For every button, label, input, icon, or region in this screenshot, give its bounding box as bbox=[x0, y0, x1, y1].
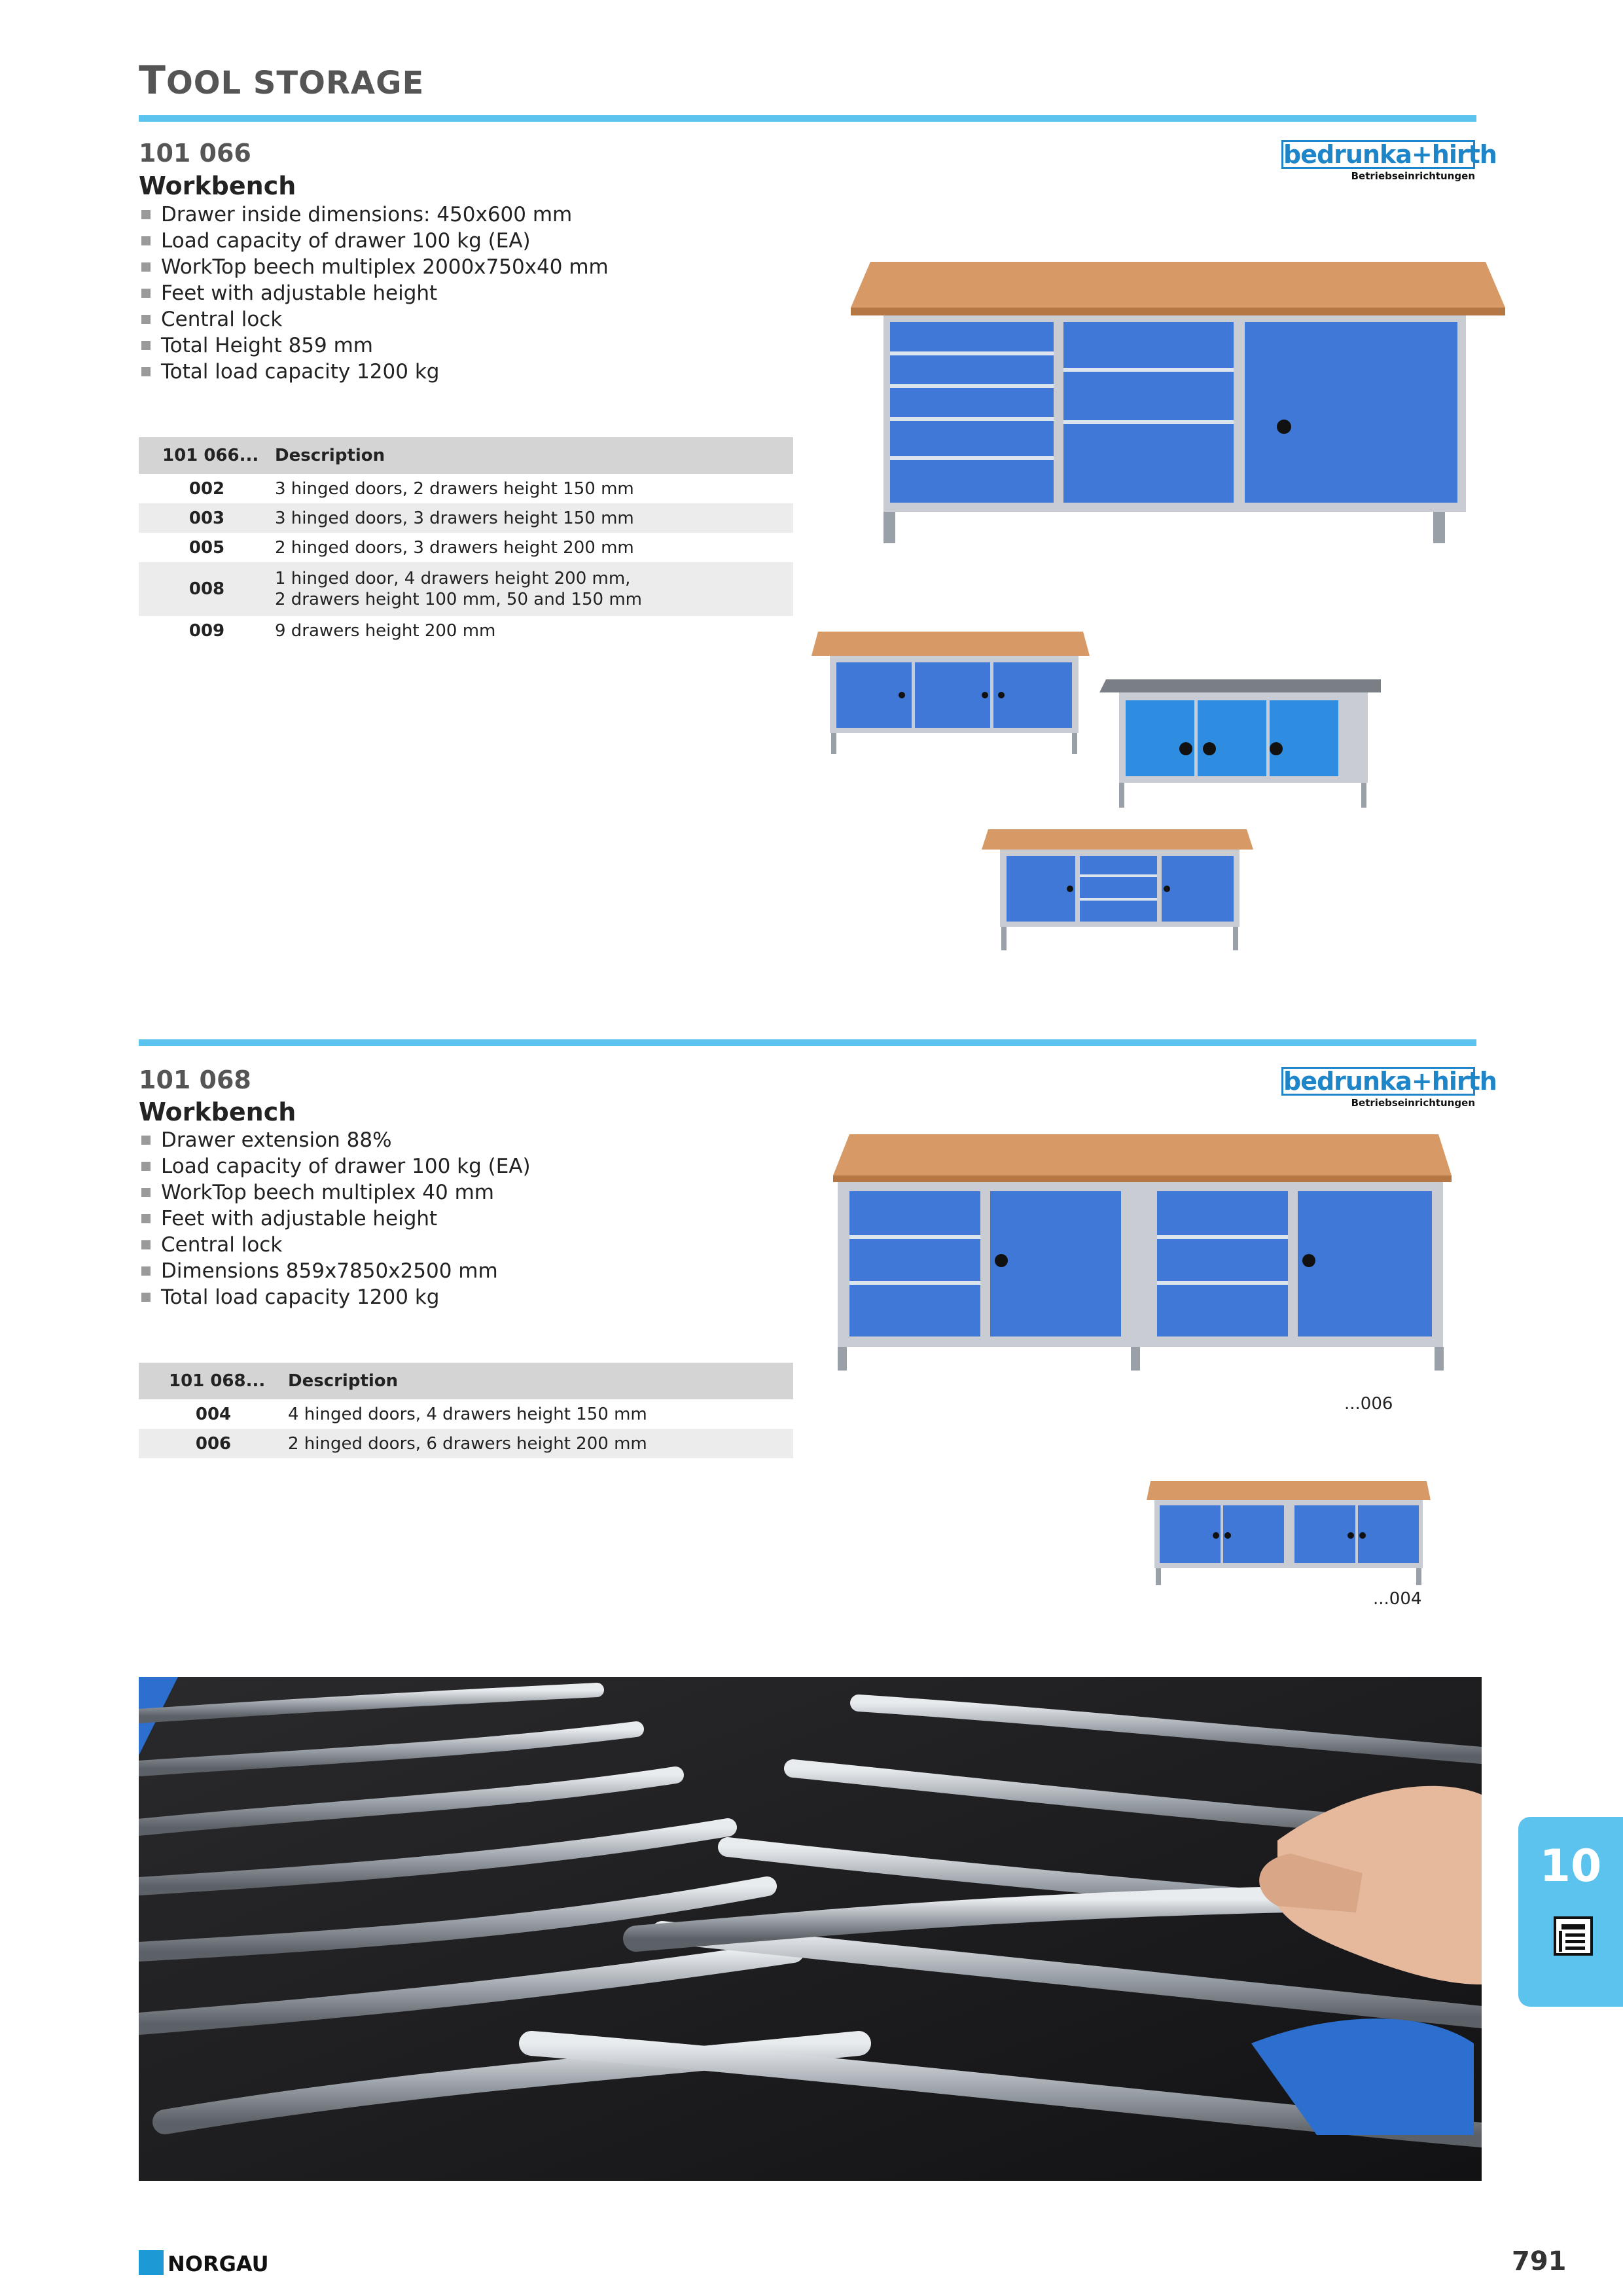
feature-item: Total load capacity 1200 kg bbox=[139, 1284, 531, 1310]
brand-logo bbox=[1281, 140, 1497, 182]
feature-list bbox=[139, 1127, 531, 1310]
workbench-image-002 bbox=[812, 628, 1093, 759]
feature-item: Load capacity of drawer 100 kg (EA) bbox=[139, 1153, 531, 1179]
footer-brand: NORGAU bbox=[168, 2251, 269, 2276]
table-row bbox=[139, 533, 793, 562]
feature-item: Central lock bbox=[139, 306, 609, 332]
wrench-tray-photo bbox=[139, 1677, 1482, 2181]
feature-item: WorkTop beech multiplex 40 mm bbox=[139, 1179, 531, 1206]
table-row bbox=[139, 1399, 793, 1429]
page-title-rest: OOL STORAGE bbox=[166, 65, 425, 101]
feature-list bbox=[139, 202, 609, 385]
page-number: 791 bbox=[1512, 2246, 1567, 2276]
product-code: 101 066 bbox=[139, 139, 251, 168]
brand-logo bbox=[1281, 1067, 1497, 1109]
brand-logo-sub: Betriebseinrichtungen bbox=[1351, 1097, 1475, 1109]
row-description: 3 hinged doors, 3 drawers height 150 mm bbox=[275, 503, 793, 533]
page-title-initial: T bbox=[139, 58, 166, 103]
brand-logo-sub: Betriebseinrichtungen bbox=[1351, 170, 1475, 182]
product-code: 101 068 bbox=[139, 1066, 251, 1094]
row-description: 9 drawers height 200 mm bbox=[275, 620, 496, 641]
row-description: 4 hinged doors, 4 drawers height 150 mm bbox=[288, 1404, 647, 1424]
row-description-line1: 1 hinged door, 4 drawers height 200 mm, bbox=[275, 569, 631, 588]
feature-item: Central lock bbox=[139, 1232, 531, 1258]
brand-logo-name: bedrunka+hirth bbox=[1281, 1067, 1475, 1096]
row-code: 005 bbox=[188, 537, 225, 558]
table-header-description: Description bbox=[275, 437, 793, 474]
row-code: 009 bbox=[188, 620, 225, 641]
table-row bbox=[139, 503, 793, 533]
brand-mark bbox=[139, 2250, 164, 2275]
row-code: 006 bbox=[139, 1429, 288, 1458]
brand-logo-name: bedrunka+hirth bbox=[1281, 140, 1475, 169]
image-caption-004: ...004 bbox=[1373, 1589, 1422, 1609]
image-caption-006: ...006 bbox=[1344, 1394, 1393, 1414]
workbench-image-008 bbox=[982, 826, 1257, 957]
section-divider bbox=[139, 1039, 1476, 1046]
feature-item: Total Height 859 mm bbox=[139, 332, 609, 359]
feature-item: Feet with adjustable height bbox=[139, 1206, 531, 1232]
row-description: 2 hinged doors, 3 drawers height 200 mm bbox=[275, 537, 634, 558]
table-header-description: Description bbox=[288, 1363, 793, 1399]
chapter-number: 10 bbox=[1539, 1840, 1602, 1892]
row-code: 002 bbox=[188, 478, 225, 499]
table-header-code: 101 068... bbox=[139, 1363, 288, 1399]
variant-table bbox=[139, 437, 793, 645]
variant-table bbox=[139, 1363, 793, 1458]
workbench-image-006 bbox=[830, 1131, 1458, 1373]
row-code: 003 bbox=[139, 503, 275, 533]
table-row bbox=[139, 616, 793, 645]
workbench-image-main bbox=[844, 255, 1512, 569]
product-name: Workbench bbox=[139, 171, 296, 200]
row-description-line2: 2 drawers height 100 mm, 50 and 150 mm bbox=[275, 590, 642, 609]
table-row bbox=[139, 1429, 793, 1458]
table-header-code: 101 066... bbox=[139, 437, 275, 474]
feature-item: Drawer extension 88% bbox=[139, 1127, 531, 1153]
table-row bbox=[139, 562, 793, 616]
row-description bbox=[275, 562, 793, 616]
chapter-tab[interactable] bbox=[1518, 1817, 1623, 2007]
tool-cabinet-icon bbox=[1552, 1915, 1594, 1957]
page-title bbox=[139, 58, 424, 103]
product-name: Workbench bbox=[139, 1098, 296, 1126]
row-description: 2 hinged doors, 6 drawers height 200 mm bbox=[288, 1429, 793, 1458]
feature-item: Drawer inside dimensions: 450x600 mm bbox=[139, 202, 609, 228]
row-code: 008 bbox=[139, 562, 275, 616]
feature-item: Load capacity of drawer 100 kg (EA) bbox=[139, 228, 609, 254]
row-code: 004 bbox=[195, 1404, 232, 1424]
table-row bbox=[139, 474, 793, 503]
feature-item: Feet with adjustable height bbox=[139, 280, 609, 306]
feature-item: Dimensions 859x7850x2500 mm bbox=[139, 1258, 531, 1284]
row-description: 3 hinged doors, 2 drawers height 150 mm bbox=[275, 478, 634, 499]
feature-item: Total load capacity 1200 kg bbox=[139, 359, 609, 385]
header-divider bbox=[139, 115, 1476, 122]
workbench-image-004 bbox=[1145, 1478, 1433, 1589]
workbench-image-005 bbox=[1099, 674, 1387, 812]
feature-item: WorkTop beech multiplex 2000x750x40 mm bbox=[139, 254, 609, 280]
